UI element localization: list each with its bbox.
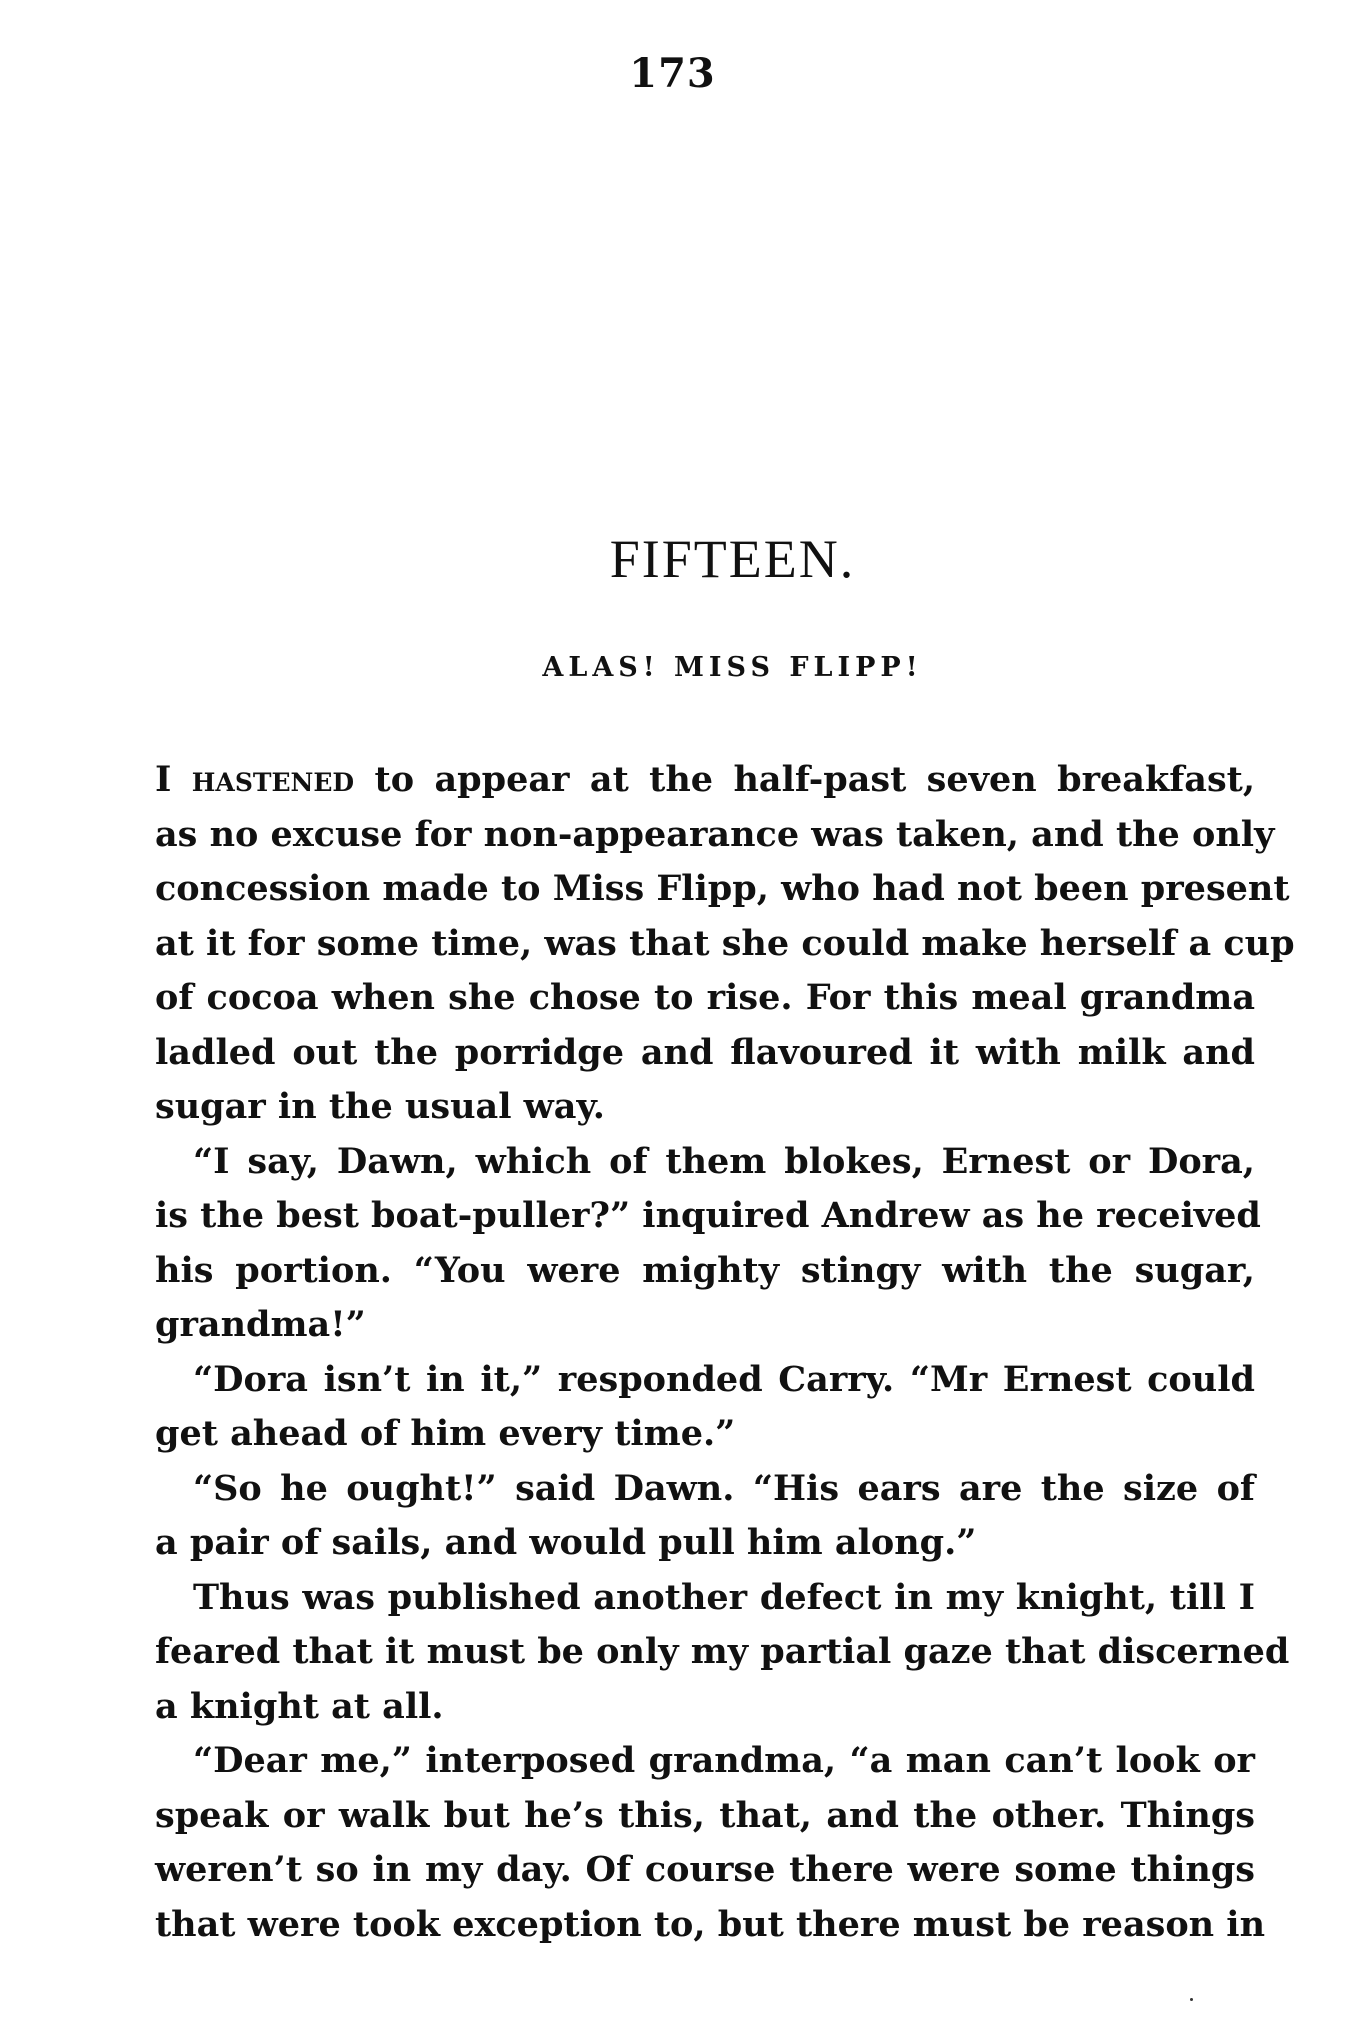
page-number: 173 (629, 50, 716, 97)
text-line: at it for some time, was that she could make herself a cup (155, 922, 1295, 964)
text-line: grandma!” (155, 1304, 366, 1345)
text-line: as no excuse for non-appearance was taken, and the only (155, 813, 1275, 855)
text-line: of cocoa when she chose to rise. For this meal grandma (155, 977, 1255, 1018)
chapter-subtitle: ALAS! MISS FLIPP! (542, 652, 923, 683)
print-speck (1190, 1998, 1193, 2001)
text-line: “Dora isn’t in it,” responded Carry. “Mr Ernest could (193, 1358, 1255, 1400)
line-rest: to appear at the half-past seven breakfast, (374, 759, 1256, 800)
text-line: feared that it must be only my partial gaze that discerned (155, 1631, 1290, 1672)
text-line: “So he ought!” said Dawn. “His ears are the size of (193, 1467, 1255, 1509)
text-line: his portion. “You were mighty stingy with the sugar, (155, 1249, 1255, 1291)
chapter-title: FIFTEEN. (609, 529, 856, 589)
drop-word: I (155, 759, 172, 800)
text-line: a knight at all. (155, 1685, 444, 1727)
text-line: speak or walk but he’s this, that, and the other. Things (155, 1794, 1255, 1836)
text-line: that were took exception to, but there must be reason in (155, 1903, 1266, 1945)
text-line: weren’t so in my day. Of course there were some things (155, 1849, 1255, 1890)
text-line: concession made to Miss Flipp, who had not been present (155, 868, 1290, 909)
text-line: ladled out the porridge and flavoured it with milk and (155, 1031, 1255, 1073)
text-line: a pair of sails, and would pull him along.” (155, 1522, 977, 1563)
text-line: get ahead of him every time.” (155, 1413, 736, 1454)
text-line: sugar in the usual way. (155, 1086, 605, 1127)
text-line: Thus was published another defect in my knight, till I (193, 1576, 1255, 1618)
text-line: “Dear me,” interposed grandma, “a man can’t look or (193, 1740, 1255, 1781)
small-caps-word: hastened (191, 759, 355, 800)
text-line: “I say, Dawn, which of them blokes, Ernest or Dora, (193, 1140, 1255, 1182)
body-text (155, 753, 1295, 1952)
text-line: is the best boat-puller?” inquired Andrew as he received (155, 1195, 1261, 1236)
text-line (155, 753, 1255, 808)
